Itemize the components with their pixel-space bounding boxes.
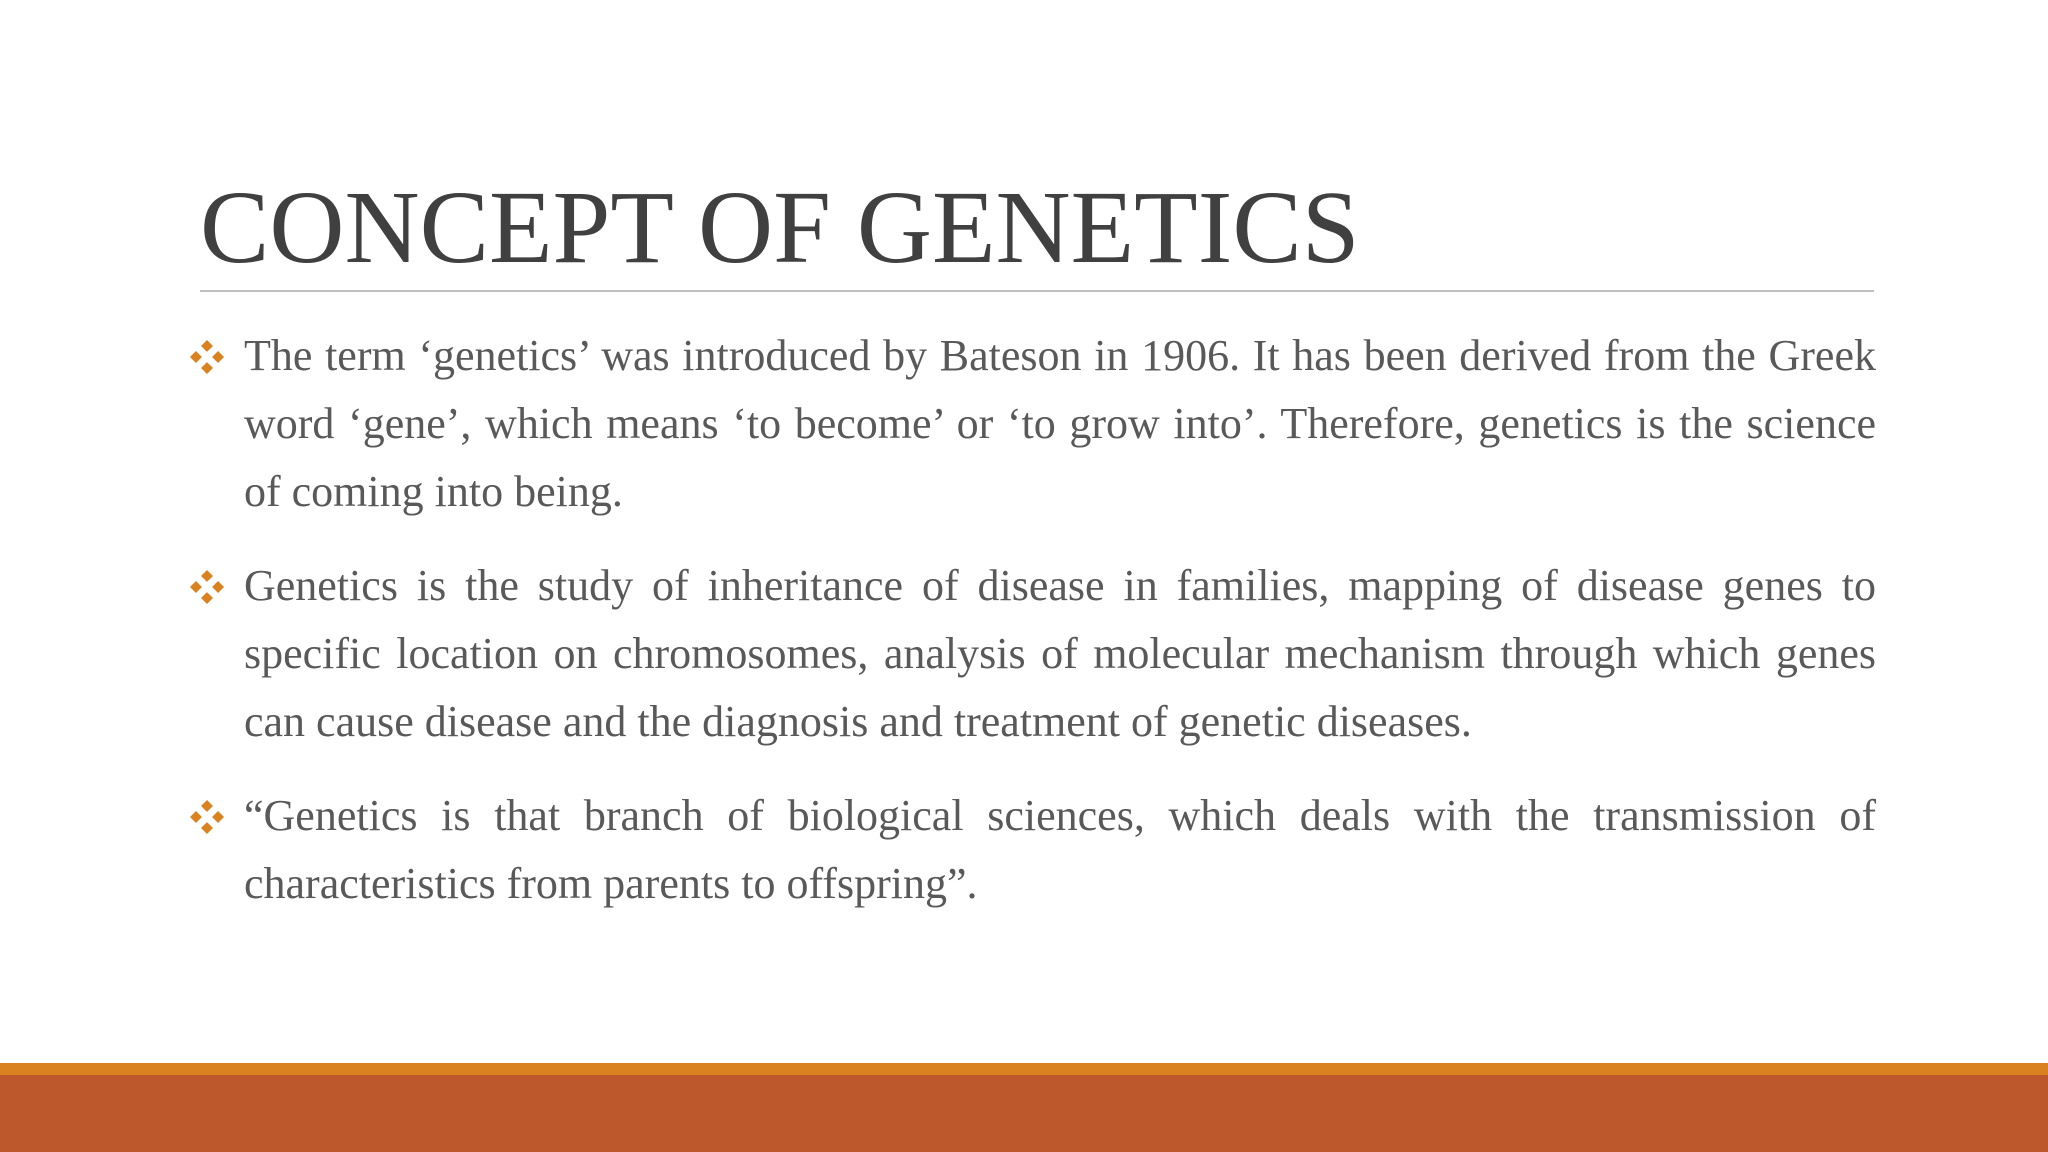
bullet-text: Genetics is the study of inheritance of disease in families, mapping of disease genes to specific location on chromosomes, analysis of molecular mechanism through which genes can cause disease and the diagnosis and treatment of genetic diseases.: [244, 561, 1876, 746]
footer-accent-stripe: [0, 1063, 2048, 1075]
bullet-text: The term ‘genetics’ was introduced by Bateson in 1906. It has been derived from the Greek word ‘gene’, which means ‘to become’ or ‘to grow into’. Therefore, genetics is the science of coming into being.: [244, 331, 1876, 516]
diamond-bullet-icon: [190, 570, 224, 604]
bullet-item: [188, 322, 1876, 526]
bullet-item: [188, 552, 1876, 756]
bullet-item: [188, 782, 1876, 918]
bullet-list: [188, 322, 1876, 944]
diamond-bullet-icon: [190, 340, 224, 374]
footer-bar: [0, 1075, 2048, 1152]
diamond-bullet-icon: [190, 800, 224, 834]
slide-title: CONCEPT OF GENETICS: [200, 170, 1360, 285]
title-divider: [200, 290, 1874, 292]
bullet-text: “Genetics is that branch of biological sciences, which deals with the transmission of characteristics from parents to offspring”.: [244, 791, 1876, 908]
